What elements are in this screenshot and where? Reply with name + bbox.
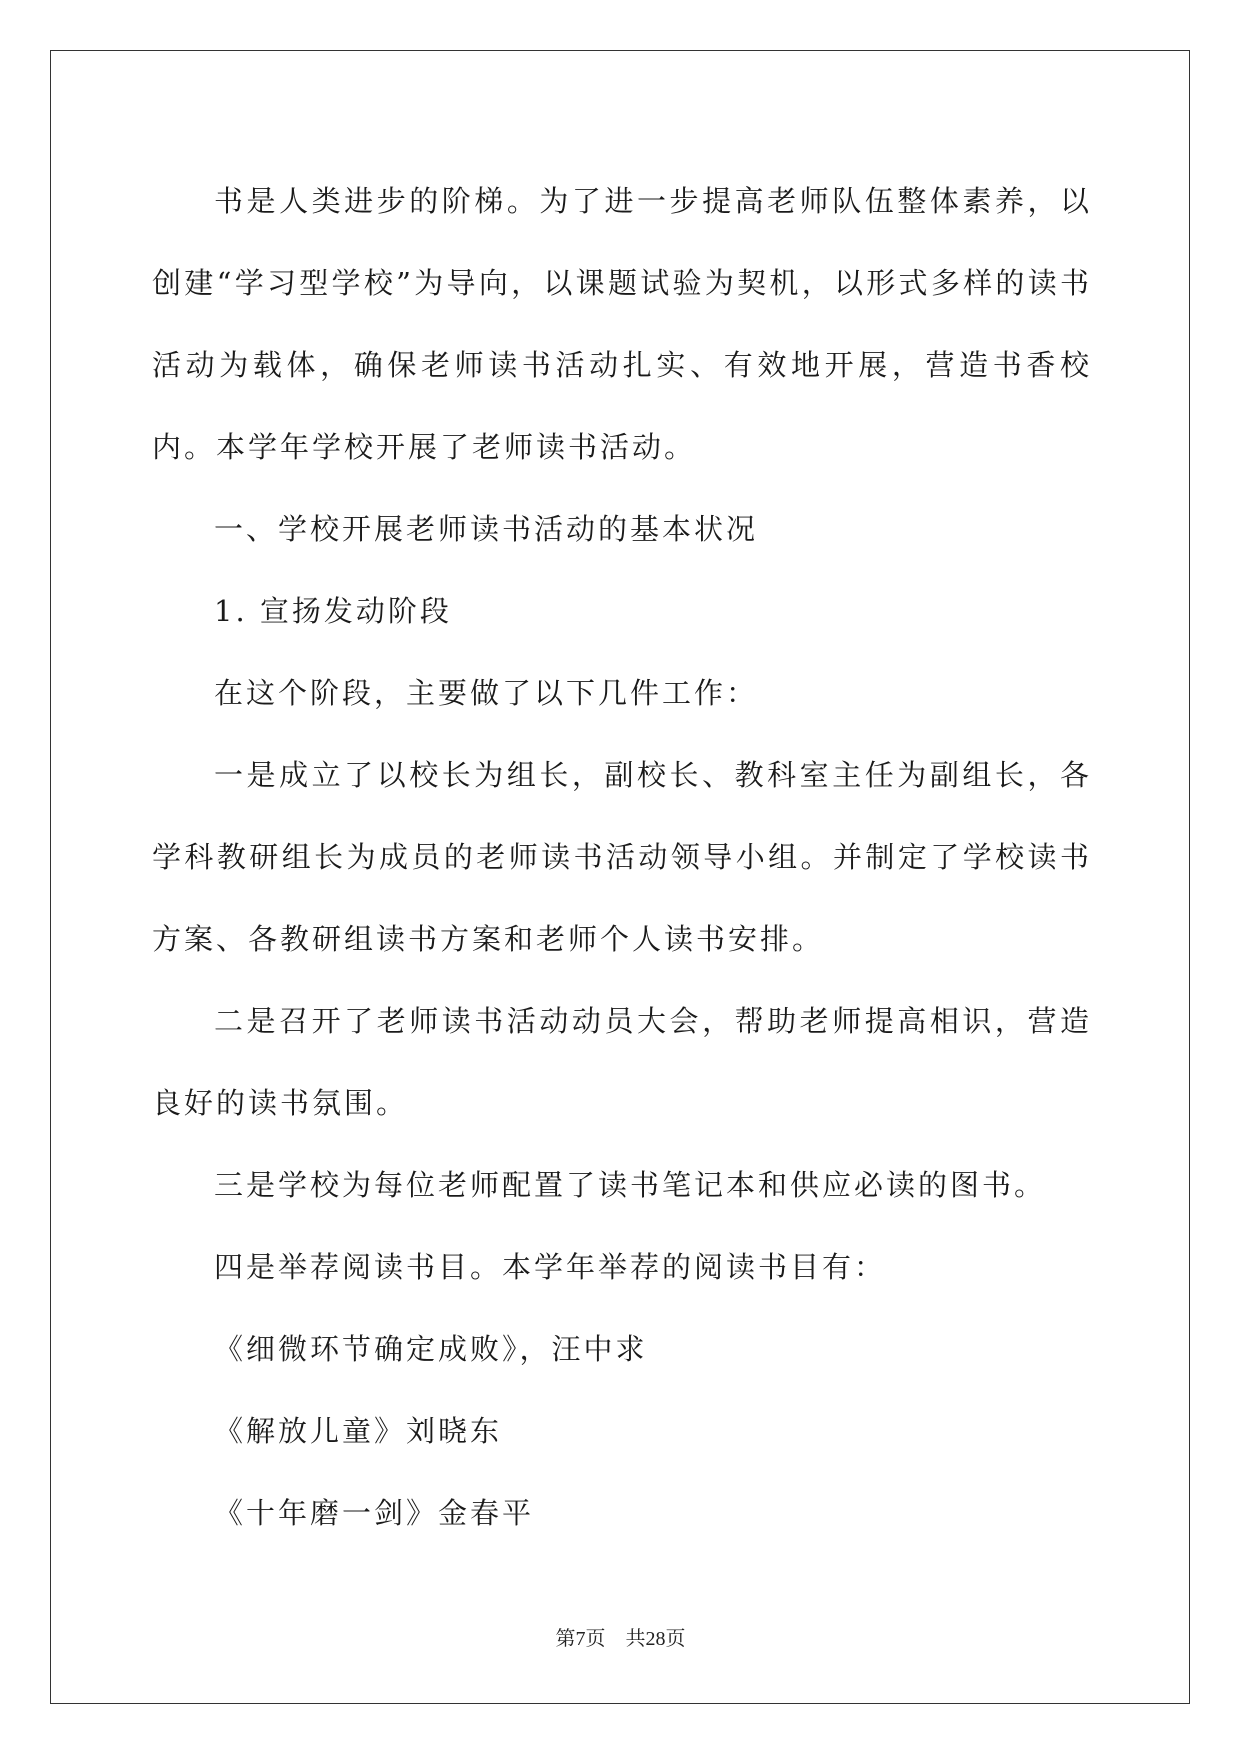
paragraph-item-1: 一是成立了以校长为组长，副校长、教科室主任为副组长，各学科教研组长为成员的老师读书活动领导小组。并制定了学校读书方案、各教研组读书方案和老师个人读书安排。 xyxy=(152,758,1092,956)
page-total: 共28页 xyxy=(625,1628,686,1650)
paragraph-stage-intro: 在这个阶段，主要做了以下几件工作： xyxy=(214,676,759,710)
paragraph-intro: 书是人类进步的阶梯。为了进一步提高老师队伍整体素养，以创建“学习型学校”为导向，以课题试验为契机，以形式多样的读书活动为载体，确保老师读书活动扎实、有效地开展，营造书香校内。本学年学校开展了老师读书活动。 xyxy=(152,184,1092,464)
paragraph-item-4: 四是举荐阅读书目。本学年举荐的阅读书目有： xyxy=(214,1250,887,1284)
paragraph-item-3: 三是学校为每位老师配置了读书笔记本和供应必读的图书。 xyxy=(214,1168,1047,1202)
document-body xyxy=(152,160,1092,1554)
book-list-item: 《十年磨一剑》金春平 xyxy=(214,1496,535,1530)
page-footer xyxy=(0,1622,1241,1651)
section-heading-1: 一、学校开展老师读书活动的基本状况 xyxy=(214,512,759,546)
subsection-heading-1: 1. 宣扬发动阶段 xyxy=(214,594,452,628)
paragraph-item-2: 二是召开了老师读书活动动员大会，帮助老师提高相识，营造良好的读书氛围。 xyxy=(152,1004,1092,1120)
page-number: 第7页 xyxy=(555,1628,606,1650)
book-list-item: 《细微环节确定成败》，汪中求 xyxy=(214,1332,648,1366)
book-list-item: 《解放儿童》刘晓东 xyxy=(214,1414,503,1448)
